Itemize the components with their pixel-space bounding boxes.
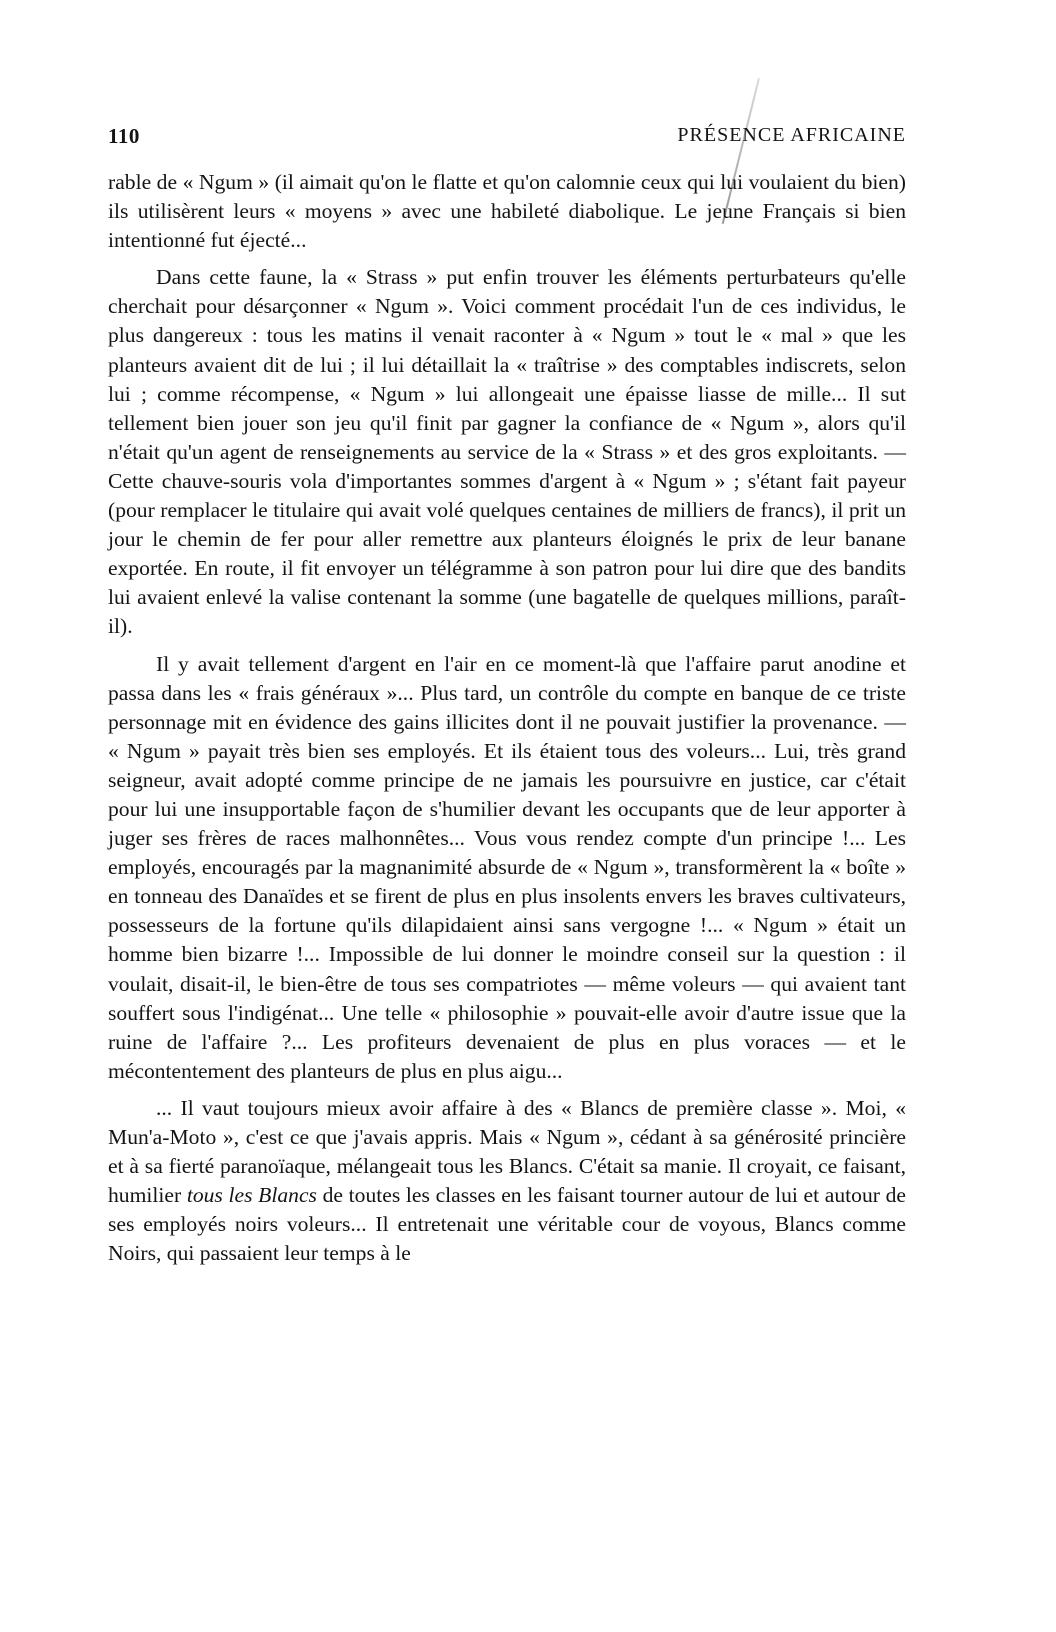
running-header <box>108 118 906 152</box>
page-number: 110 <box>108 124 140 148</box>
journal-title: PRÉSENCE AFRICAINE <box>677 124 906 146</box>
book-page <box>108 118 906 1268</box>
paragraph-last <box>108 1094 906 1269</box>
body-text <box>108 168 906 1268</box>
paragraph-text: de toutes les classes en les faisant tourner autour de lui et autour de ses employés noirs voleurs... Il entretenait une véritable cour de voyous, Blancs comme Noirs, qui passaient leur temps à le <box>108 1183 907 1266</box>
paragraph: Il y avait tellement d'argent en l'air en ce moment-là que l'affaire parut anodine et passa dans les « frais généraux »... Plus tard, un contrôle du compte en banque de ce triste personnage mit en évidence des gains illicites dont il ne pouvait justifier la provenance. — « Ngum » payait très bien ses employés. Et ils étaient tous des voleurs... Lui, très grand seigneur, avait adopté comme principe de ne jamais les poursuivre en justice, car c'était pour lui une insupportable façon de s'humilier devant les occupants que de leur apporter à juger ses frères de races malhonnêtes... Vous vous rendez compte d'un principe !... Les employés, encouragés par la magnanimité absurde de « Ngum », transformèrent la « boîte » en tonneau des Danaïdes et se firent de plus en plus insolents envers les braves cultivateurs, possesseurs de la fortune qu'ils dilapidaient ainsi sans vergogne !... « Ngum » était un homme bien bizarre !... Impossible de lui donner le moindre conseil sur la question : il voulait, disait-il, le bien-être de tous ses compatriotes — même voleurs — qui avaient tant souffert sous l'indigénat... Une telle « philosophie » pouvait-elle avoir d'autre issue que la ruine de l'affaire ?... Les profiteurs devenaient de plus en plus voraces — et le mécontentement des planteurs de plus en plus aigu... <box>108 651 906 1083</box>
paragraph: Dans cette faune, la « Strass » put enfin trouver les éléments perturbateurs qu'elle cherchait pour désarçonner « Ngum ». Voici comment procédait l'un de ces individus, le plus dangereux : tous les matins il venait raconter à « Ngum » tout le « mal » que les planteurs avaient dit de lui ; il lui détaillait la « traîtrise » des comptables indiscrets, selon lui ; comme récompense, « Ngum » lui allongeait une épaisse liasse de mille... Il sut tellement bien jouer son jeu qu'il finit par gagner la confiance de « Ngum », alors qu'il n'était qu'un agent de renseignements au service de la « Strass » et des gros exploitants. — Cette chauve-souris vola d'importantes sommes d'argent à « Ngum » ; s'étant fait payeur (pour remplacer le titulaire qui avait volé quelques centaines de milliers de francs), il prit un jour le chemin de fer pour aller remettre aux planteurs éloignés le prix de leur banane exportée. En route, il fit envoyer un télégramme à son patron pour lui dire que des bandits lui avaient enlevé la valise contenant la somme (une bagatelle de quelques millions, paraît-il). <box>108 265 906 639</box>
emphasized-text: tous les Blancs <box>186 1183 317 1208</box>
paragraph-continuation: rable de « Ngum » (il aimait qu'on le flatte et qu'on calomnie ceux qui lui voulaient du bien) ils utilisèrent leurs « moyens » avec une habileté diabolique. Le jeune Français si bien intentionné fut éjecté... <box>108 170 906 253</box>
paragraph-text: ... Il vaut toujours mieux avoir affaire à des « Blancs de première classe ». Moi, « Mun'a-Moto », c'est ce que j'avais appris. Mais « Ngum », cédant à sa générosité princière et à sa fierté paranoïaque, mélangeait tous les Blancs. C'était sa manie. Il croyait, ce faisant, humilier <box>108 1095 906 1208</box>
